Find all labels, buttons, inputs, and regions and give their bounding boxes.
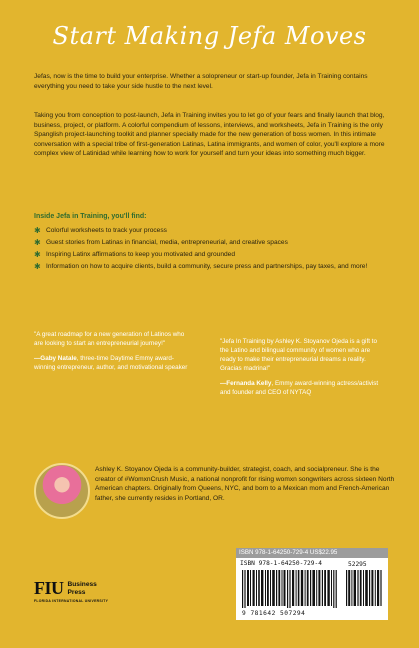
quote-attribution: —Fernanda Kelly, Emmy award-winning actress/activist and founder and CEO of NYTAQ — [220, 380, 379, 396]
barcode-addon-icon — [346, 570, 384, 606]
quote-text: "A great roadmap for a new generation of Latinos who are looking to start an entrepreneurial journey!" — [34, 331, 185, 347]
isbn-text: ISBN 978-1-64250-729-4 — [240, 560, 322, 567]
feature-list — [34, 226, 386, 274]
publisher-subline: FLORIDA INTERNATIONAL UNIVERSITY — [34, 599, 109, 603]
description-paragraph: Taking you from conception to post-launch, Jefa in Training invites you to let go of your fears and finally launch that blog, business, project, or platform. A colorful compendium of lessons, interviews, and worksheets, Jefa in Training is the only Spanglish project-launching toolkit and planner specially made for the new generation of boss women. In this intimate conversation with a special tribe of first-generation Latinas, Latina immigrants, and women of color, you'll explore a more complex view of Latinidad while learning how to work for yourself and turn your ideas into something much bigger. — [34, 112, 385, 158]
testimonial-quote-2 — [220, 337, 380, 397]
author-bio: Ashley K. Stoyanov Ojeda is a community-builder, strategist, coach, and socialpreneur. She is the creator of #WomxnCrush Music, a national nonprofit for rising womxn songwriters across sixteen North American chapters. Originally from Queens, NYC, and born to a Mexican mom and French-American father, she currently resides in Portland, OR. — [95, 466, 395, 502]
author-photo — [34, 463, 90, 519]
isbn-number-text: 9 781642 507294 — [242, 610, 306, 617]
isbn-addon-text: 52295 — [348, 561, 367, 568]
intro-paragraph: Jefas, now is the time to build your enterprise. Whether a solopreneur or start-up founder, Jefa in Training contains everything you need to take your side hustle to the next level. — [34, 73, 368, 90]
star-bullet-icon: ✱ — [34, 238, 41, 247]
quote-attribution: —Gaby Natale, three-time Daytime Emmy award-winning entrepreneur, author, and motivational speaker — [34, 355, 188, 371]
publisher-logo — [34, 580, 97, 596]
star-bullet-icon: ✱ — [34, 226, 41, 235]
list-item: ✱ Inspiring Latinx affirmations to keep you motivated and grounded — [34, 250, 236, 259]
publisher-name: Business Press — [67, 581, 97, 596]
star-bullet-icon: ✱ — [34, 262, 41, 271]
fiu-logo-text: FIU — [34, 578, 64, 598]
list-item: ✱ Guest stories from Latinas in financial, media, entrepreneurial, and creative spaces — [34, 238, 288, 247]
isbn-barcode-box — [236, 548, 388, 620]
isbn-price-line: ISBN 978-1-64250-729-4 US$22.95 — [236, 548, 388, 558]
list-item: ✱ Colorful worksheets to track your process — [34, 226, 167, 235]
list-item: ✱ Information on how to acquire clients, build a community, secure press and partnerships, pay taxes, and more! — [34, 262, 368, 271]
inside-heading: Inside Jefa in Training, you'll find: — [34, 213, 147, 220]
star-bullet-icon: ✱ — [34, 250, 41, 259]
cover-title: Start Making Jefa Moves — [52, 22, 367, 50]
quote-text: "Jefa In Training by Ashley K. Stoyanov Ojeda is a gift to the Latino and bilingual community of women who are ready to make their entrepreneurial dreams a reality. Gracias madrina!" — [220, 338, 377, 372]
barcode-icon — [242, 570, 342, 608]
testimonial-quote-1 — [34, 330, 194, 372]
